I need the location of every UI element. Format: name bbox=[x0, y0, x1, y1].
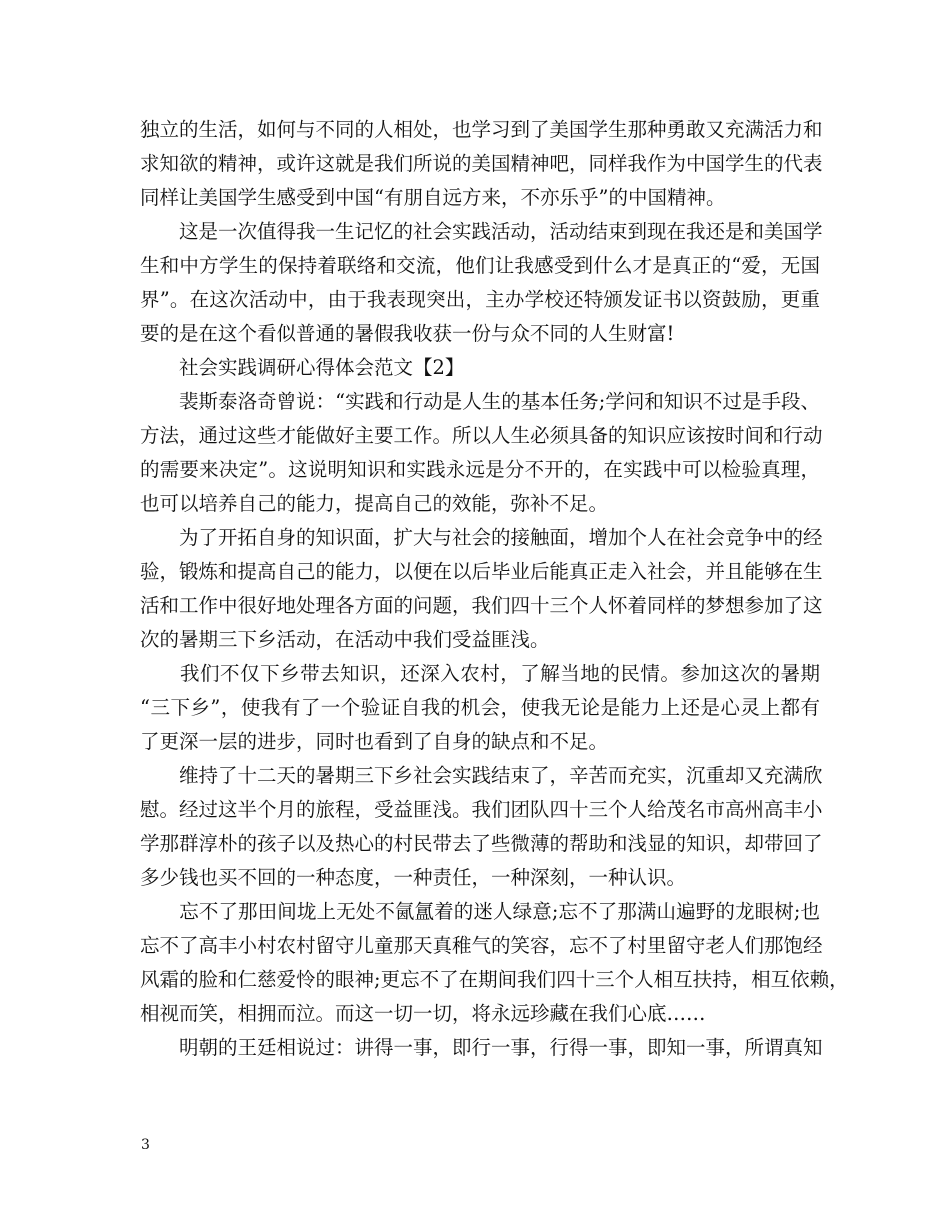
text-line: 方法，通过这些才能做好主要工作。所以人生必须具备的知识应该按时间和行动 bbox=[140, 424, 823, 447]
text-line: 相视而笑，相拥而泣。而这一切一切，将永远珍藏在我们心底…… bbox=[140, 1002, 706, 1025]
text-line: 了更深一层的进步，同时也看到了自身的缺点和不足。 bbox=[140, 730, 609, 753]
page-number: 3 bbox=[141, 1137, 150, 1153]
text-line: 慰。经过这半个月的旅程，受益匪浅。我们团队四十三个人给茂名市高州高丰小 bbox=[140, 798, 823, 821]
text-line: 次的暑期三下乡活动，在活动中我们受益匪浅。 bbox=[140, 628, 550, 651]
text-line: 这是一次值得我一生记忆的社会实践活动，活动结束到现在我还是和美国学 bbox=[140, 220, 823, 243]
text-line: 社会实践调研心得体会范文【2】 bbox=[140, 356, 465, 379]
text-line: 我们不仅下乡带去知识，还深入农村，了解当地的民情。参加这次的暑期 bbox=[140, 662, 820, 685]
text-line: 为了开拓自身的知识面，扩大与社会的接触面，增加个人在社会竞争中的经 bbox=[140, 526, 823, 549]
text-line: 的需要来决定”。这说明知识和实践永远是分不开的，在实践中可以检验真理， bbox=[140, 458, 820, 481]
text-line: 活和工作中很好地处理各方面的问题，我们四十三个人怀着同样的梦想参加了这 bbox=[140, 594, 823, 617]
text-line: 明朝的王廷相说过：讲得一事，即行一事，行得一事，即知一事，所谓真知 bbox=[140, 1036, 823, 1059]
text-line: 忘不了高丰小村农村留守儿童那天真稚气的笑容，忘不了村里留守老人们那饱经 bbox=[140, 934, 823, 957]
text-line: 维持了十二天的暑期三下乡社会实践结束了，辛苦而充实，沉重却又充满欣 bbox=[140, 764, 823, 787]
text-line: 验，锻炼和提高自己的能力，以便在以后毕业后能真正走入社会，并且能够在生 bbox=[140, 560, 823, 583]
text-line: 忘不了那田间垅上无处不氤氲着的迷人绿意;忘不了那满山遍野的龙眼树;也 bbox=[140, 900, 820, 923]
text-line: 裴斯泰洛奇曾说：“实践和行动是人生的基本任务;学问和知识不过是手段、 bbox=[140, 390, 820, 413]
text-line: 也可以培养自己的能力，提高自己的效能，弥补不足。 bbox=[140, 492, 609, 515]
text-line: “三下乡”，使我有了一个验证自我的机会，使我无论是能力上还是心灵上都有 bbox=[140, 696, 820, 719]
text-line: 同样让美国学生感受到中国“有朋自远方来，不亦乐乎”的中国精神。 bbox=[140, 186, 726, 209]
text-line: 独立的生活，如何与不同的人相处，也学习到了美国学生那种勇敢又充满活力和 bbox=[140, 118, 823, 141]
text-line: 界”。在这次活动中，由于我表现突出，主办学校还特颁发证书以资鼓励，更重 bbox=[140, 288, 820, 311]
body-text bbox=[140, 113, 849, 1065]
text-line: 求知欲的精神，或许这就是我们所说的美国精神吧，同样我作为中国学生的代表 bbox=[140, 152, 823, 175]
text-line: 生和中方学生的保持着联络和交流，他们让我感受到什么才是真正的“爱，无国 bbox=[140, 254, 820, 277]
text-line: 风霜的脸和仁慈爱怜的眼神;更忘不了在期间我们四十三个人相互扶持，相互依赖， bbox=[140, 968, 849, 991]
text-line: 多少钱也买不回的一种态度，一种责任，一种深刻，一种认识。 bbox=[140, 866, 687, 889]
text-line: 要的是在这个看似普通的暑假我收获一份与众不同的人生财富! bbox=[140, 322, 675, 345]
text-line: 学那群淳朴的孩子以及热心的村民带去了些微薄的帮助和浅显的知识，却带回了 bbox=[140, 832, 823, 855]
